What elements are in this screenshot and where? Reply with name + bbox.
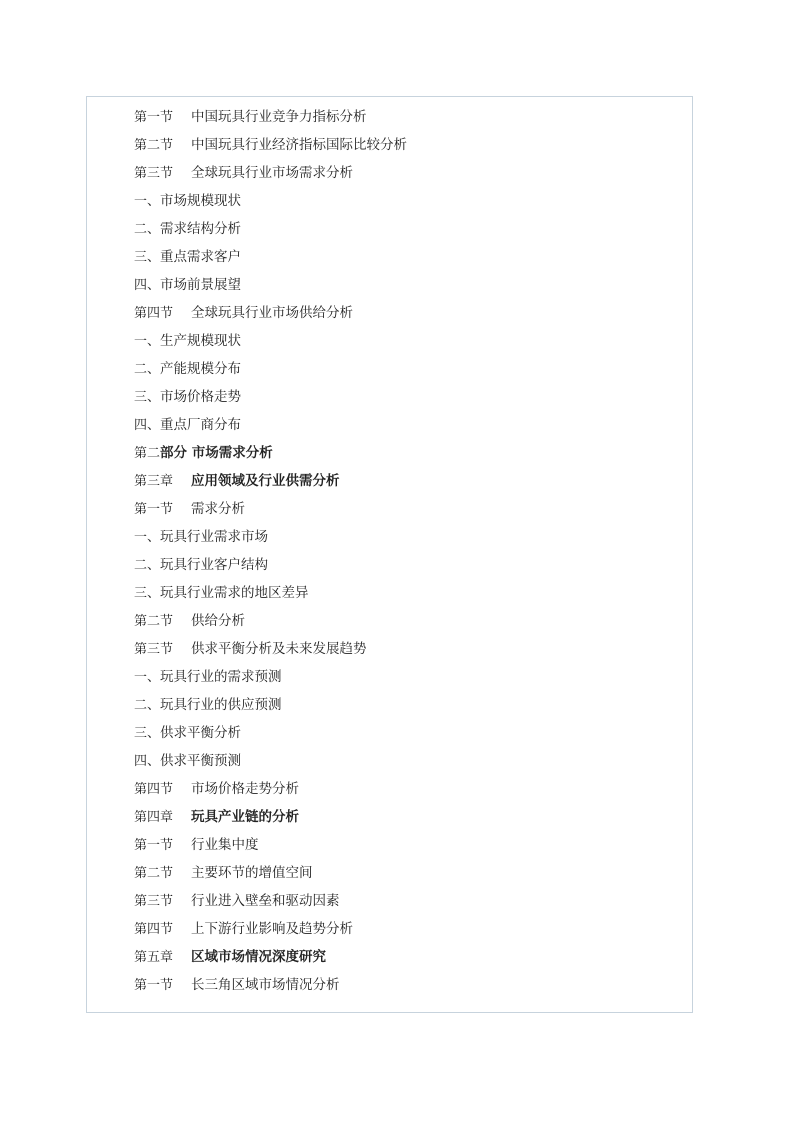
toc-entry [134, 523, 407, 551]
toc-entry-title: 生产规模现状 [160, 333, 242, 349]
toc-entry-title: 市场价格走势 [160, 389, 242, 405]
toc-entry-title: 市场规模现状 [160, 193, 242, 209]
toc-entry-title: 需求分析 [191, 501, 245, 517]
toc-entry-title: 玩具行业需求的地区差异 [160, 585, 309, 601]
toc-entry [134, 299, 407, 327]
toc-entry-number: 四、 [134, 754, 161, 769]
toc-entry [134, 607, 407, 635]
toc-entry-number: 四、 [134, 418, 161, 433]
toc-entry [134, 971, 407, 999]
toc-entry [134, 327, 407, 355]
toc-entry-title: 全球玩具行业市场供给分析 [191, 305, 353, 321]
toc-entry-number: 第三节 [134, 166, 174, 181]
toc-entry-title: 供给分析 [191, 613, 245, 629]
toc-entry-title: 市场前景展望 [160, 277, 242, 293]
toc-entry-title: 玩具行业需求市场 [160, 529, 269, 545]
toc-entry-number: 第一节 [134, 978, 174, 993]
toc-entry-number: 二、 [134, 558, 161, 573]
toc-entry-title: 玩具行业的需求预测 [160, 669, 282, 685]
toc-entry [134, 887, 407, 915]
table-of-contents [134, 103, 407, 999]
toc-entry-number: 第三节 [134, 642, 174, 657]
toc-entry-number: 第一节 [134, 502, 174, 517]
toc-entry-number: 第二节 [134, 866, 174, 881]
toc-entry-title: 重点厂商分布 [160, 417, 242, 433]
toc-entry-title: 区域市场情况深度研究 [191, 949, 326, 965]
toc-entry-number: 第一节 [134, 110, 174, 125]
toc-entry-number: 二、 [134, 698, 161, 713]
toc-entry [134, 775, 407, 803]
toc-entry [134, 159, 407, 187]
toc-entry-title: 中国玩具行业竞争力指标分析 [191, 109, 367, 125]
toc-entry-number: 一、 [134, 194, 161, 209]
toc-entry-number: 三、 [134, 586, 161, 601]
toc-entry [134, 635, 407, 663]
toc-entry [134, 131, 407, 159]
toc-entry-number: 第三节 [134, 894, 174, 909]
toc-entry-number: 第一节 [134, 838, 174, 853]
toc-entry [134, 383, 407, 411]
toc-entry-title: 供求平衡分析 [160, 725, 242, 741]
toc-entry [134, 215, 407, 243]
toc-entry-title: 玩具行业的供应预测 [160, 697, 282, 713]
toc-entry-title: 部分 市场需求分析 [160, 445, 273, 461]
toc-entry-number: 一、 [134, 670, 161, 685]
toc-entry-title: 行业集中度 [191, 837, 259, 853]
toc-entry-title: 供求平衡分析及未来发展趋势 [191, 641, 367, 657]
toc-entry [134, 495, 407, 523]
toc-entry [134, 915, 407, 943]
toc-entry [134, 103, 407, 131]
toc-entry-number: 四、 [134, 278, 161, 293]
toc-entry [134, 691, 407, 719]
toc-entry [134, 439, 407, 467]
toc-entry-number: 二、 [134, 222, 161, 237]
toc-entry-title: 重点需求客户 [160, 249, 242, 265]
toc-entry [134, 747, 407, 775]
toc-entry-number: 第二 [134, 446, 161, 461]
toc-entry-title: 玩具行业客户结构 [160, 557, 269, 573]
toc-entry [134, 943, 407, 971]
toc-entry-title: 长三角区域市场情况分析 [191, 977, 340, 993]
toc-entry-title: 中国玩具行业经济指标国际比较分析 [191, 137, 407, 153]
toc-entry-number: 第四章 [134, 810, 174, 825]
toc-entry-title: 全球玩具行业市场需求分析 [191, 165, 353, 181]
toc-entry [134, 719, 407, 747]
toc-entry [134, 271, 407, 299]
toc-entry-number: 三、 [134, 250, 161, 265]
toc-entry [134, 411, 407, 439]
toc-entry [134, 831, 407, 859]
toc-entry [134, 551, 407, 579]
toc-entry-number: 第四节 [134, 922, 174, 937]
toc-entry [134, 467, 407, 495]
toc-entry [134, 187, 407, 215]
toc-entry-title: 行业进入壁垒和驱动因素 [191, 893, 340, 909]
toc-entry-title: 应用领域及行业供需分析 [191, 473, 340, 489]
toc-entry-number: 一、 [134, 334, 161, 349]
toc-entry-number: 三、 [134, 726, 161, 741]
toc-entry-number: 第二节 [134, 614, 174, 629]
toc-entry-title: 玩具产业链的分析 [191, 809, 299, 825]
toc-entry-title: 主要环节的增值空间 [191, 865, 313, 881]
toc-entry-number: 第四节 [134, 782, 174, 797]
toc-entry-title: 供求平衡预测 [160, 753, 242, 769]
toc-entry [134, 663, 407, 691]
toc-entry-number: 一、 [134, 530, 161, 545]
toc-entry [134, 859, 407, 887]
toc-entry-number: 第二节 [134, 138, 174, 153]
toc-entry [134, 355, 407, 383]
toc-entry-number: 二、 [134, 362, 161, 377]
toc-entry-number: 第五章 [134, 950, 174, 965]
toc-entry-title: 产能规模分布 [160, 361, 242, 377]
toc-entry [134, 579, 407, 607]
toc-entry-title: 上下游行业影响及趋势分析 [191, 921, 353, 937]
toc-entry [134, 243, 407, 271]
toc-entry-number: 三、 [134, 390, 161, 405]
toc-entry-number: 第三章 [134, 474, 174, 489]
toc-entry-title: 需求结构分析 [160, 221, 242, 237]
toc-entry-number: 第四节 [134, 306, 174, 321]
toc-entry-title: 市场价格走势分析 [191, 781, 299, 797]
toc-entry [134, 803, 407, 831]
